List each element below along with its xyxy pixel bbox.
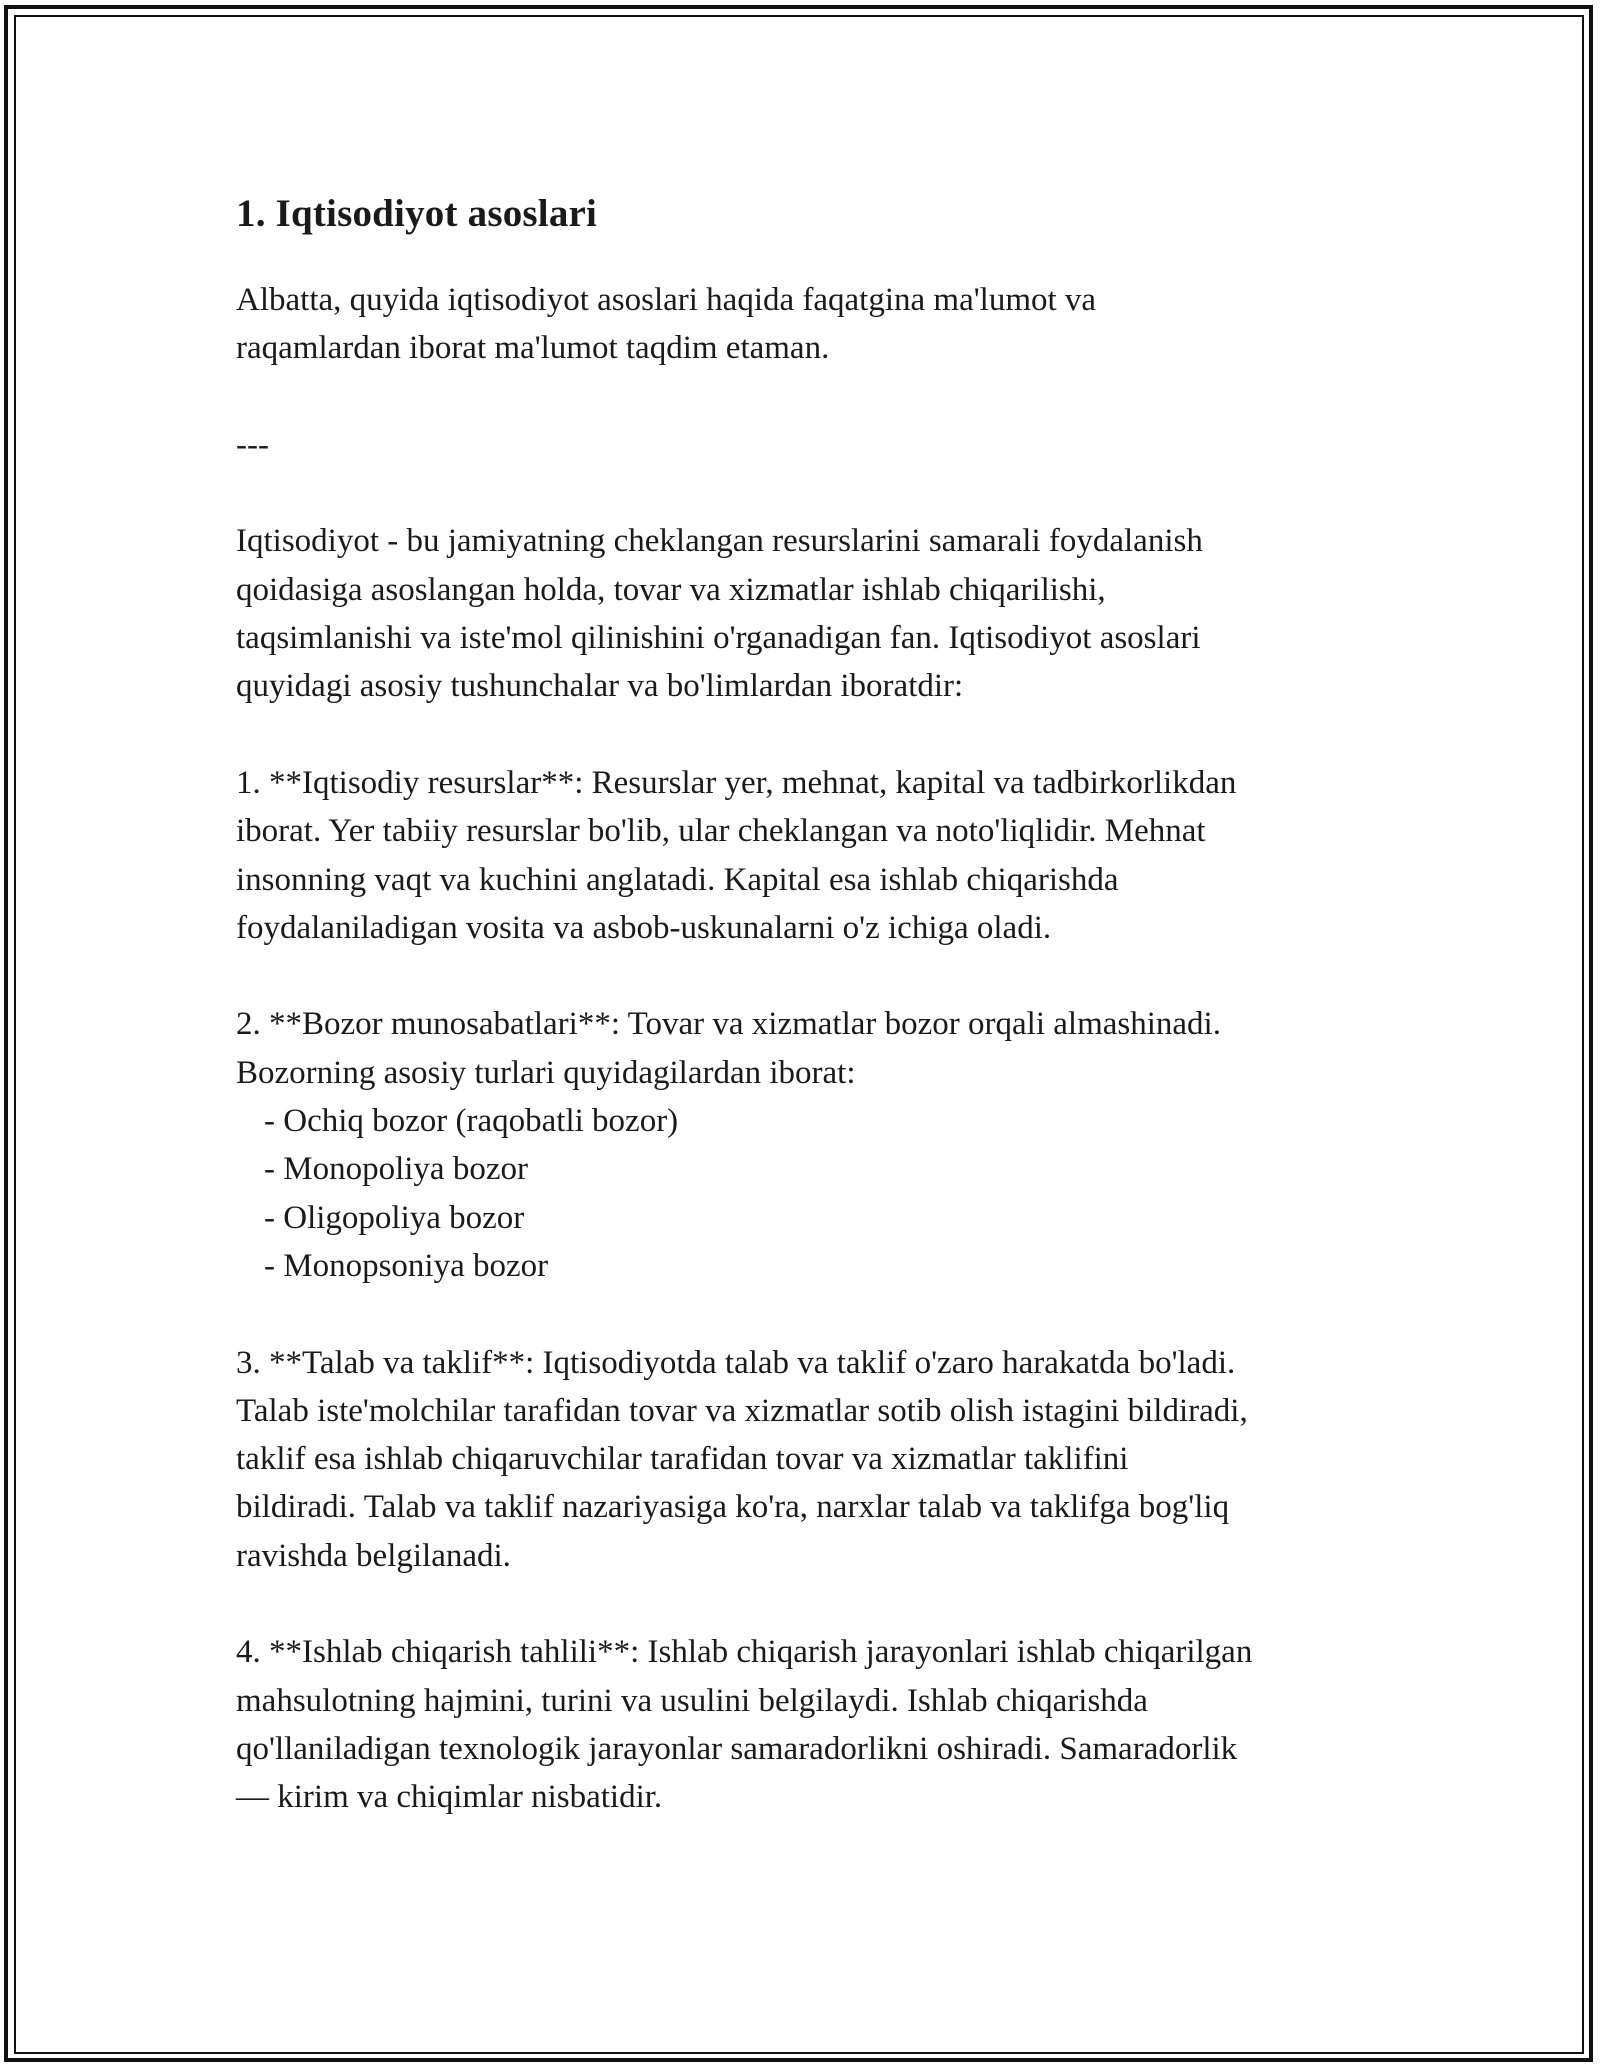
document-body [236,180,1386,1822]
section-line: — kirim va chiqimlar nisbatidir. [236,1779,663,1816]
definition-paragraph [236,517,1386,710]
section-line: 2. **Bozor munosabatlari**: Tovar va xizmatlar bozor orqali almashinadi. [236,1006,1221,1043]
section-line: iborat. Yer tabiiy resurslar bo'lib, ular cheklangan va noto'liqlidir. Mehnat [236,813,1206,850]
section-production-analysis [236,1628,1386,1821]
section-line: ravishda belgilanadi. [236,1537,511,1574]
list-item: - Ochiq bozor (raqobatli bozor) [264,1103,679,1140]
list-item: - Monopsoniya bozor [264,1247,549,1284]
list-item: - Oligopoliya bozor [264,1199,525,1236]
intro-line: Albatta, quyida iqtisodiyot asoslari haqida faqatgina ma'lumot va [236,282,1097,318]
section-supply-demand [236,1339,1386,1580]
section-line: mahsulotning hajmini, turini va usulini belgilaydi. Ishlab chiqarishda [236,1682,1148,1719]
separator: --- [236,426,269,463]
section-line: foydalaniladigan vosita va asbob-uskunalarni o'z ichiga oladi. [236,909,1052,946]
section-line: bildiradi. Talab va taklif nazariyasiga ko'ra, narxlar talab va taklifga bog'liq [236,1489,1230,1526]
section-line: Bozorning asosiy turlari quyidagilardan iborat: [236,1054,856,1091]
definition-line: Iqtisodiyot - bu jamiyatning cheklangan resurslarini samarali foydalanish [236,523,1203,560]
section-line: 1. **Iqtisodiy resurslar**: Resurslar yer, mehnat, kapital va tadbirkorlikdan [236,764,1237,801]
market-types-list [236,1097,1386,1290]
section-line: 3. **Talab va taklif**: Iqtisodiyotda talab va taklif o'zaro harakatda bo'ladi. [236,1344,1236,1381]
definition-line: quyidagi asosiy tushunchalar va bo'limlardan iboratdir: [236,668,964,705]
intro-paragraph [236,276,1386,373]
section-market-relations [236,1000,1386,1290]
section-line: taklif esa ishlab chiqaruvchilar tarafidan tovar va xizmatlar taklifini [236,1441,1129,1478]
intro-line: raqamlardan iborat ma'lumot taqdim etaman. [236,330,830,367]
section-line: Talab iste'molchilar tarafidan tovar va xizmatlar sotib olish istagini bildiradi, [236,1392,1248,1429]
definition-line: taqsimlanishi va iste'mol qilinishini o'rganadigan fan. Iqtisodiyot asoslari [236,620,1201,657]
definition-line: qoidasiga asoslangan holda, tovar va xizmatlar ishlab chiqarilishi, [236,571,1106,608]
section-line: qo'llaniladigan texnologik jarayonlar samaradorlikni oshiradi. Samaradorlik [236,1730,1238,1767]
section-line: insonning vaqt va kuchini anglatadi. Kapital esa ishlab chiqarishda [236,861,1119,898]
section-line: 4. **Ishlab chiqarish tahlili**: Ishlab chiqarish jarayonlari ishlab chiqarilgan [236,1634,1253,1671]
list-item: - Monopoliya bozor [264,1151,528,1188]
section-economic-resources [236,759,1386,952]
document-heading: 1. Iqtisodiyot asoslari [236,192,598,235]
